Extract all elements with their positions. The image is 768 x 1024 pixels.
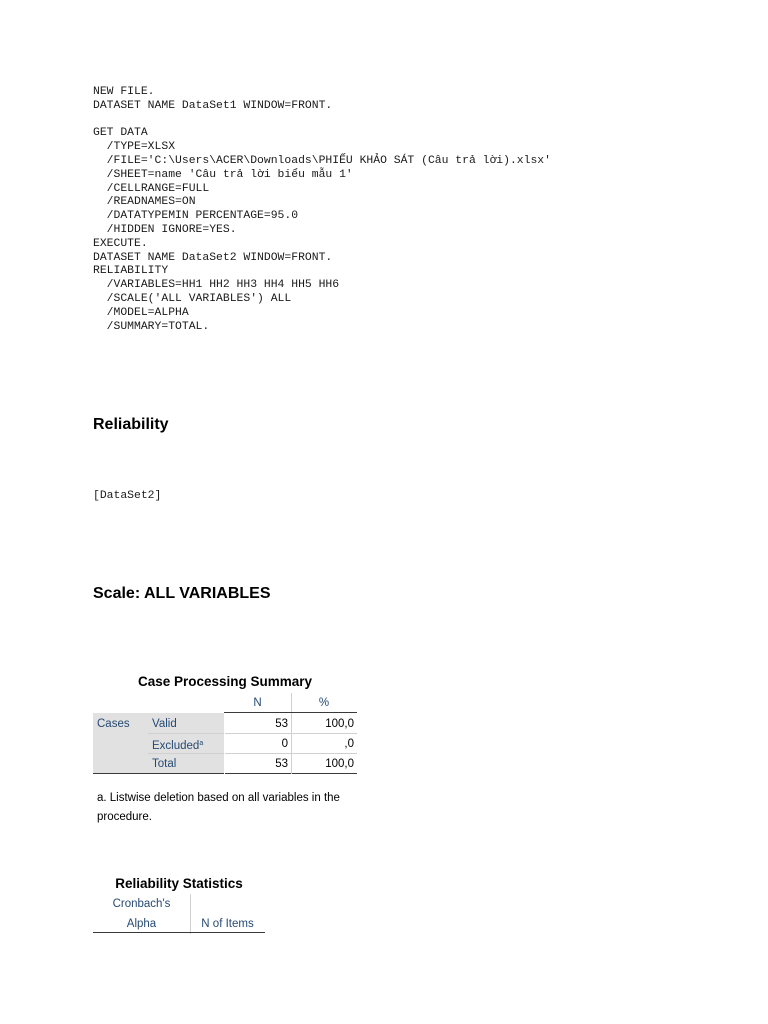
syntax-line: /CELLRANGE=FULL (93, 182, 210, 195)
syntax-line: DATASET NAME DataSet2 WINDOW=FRONT. (93, 251, 333, 264)
cell-excluded-n: 0 (281, 738, 288, 750)
column-header-n-of-items: N of Items (201, 918, 254, 930)
syntax-line: EXECUTE. (93, 237, 148, 250)
cell-total-percent: 100,0 (325, 758, 354, 770)
syntax-line: /READNAMES=ON (93, 196, 196, 209)
syntax-line: /SCALE('ALL VARIABLES') ALL (93, 292, 292, 305)
syntax-line: NEW FILE. (93, 86, 155, 98)
header-rule (93, 932, 265, 933)
grid-line (224, 713, 225, 774)
syntax-line: /VARIABLES=HH1 HH2 HH3 HH4 HH5 HH6 (93, 279, 340, 292)
row-label-valid: Valid (152, 718, 177, 730)
syntax-line: /DATATYPEMIN PERCENTAGE=95.0 (93, 210, 299, 223)
syntax-log (93, 86, 551, 334)
cell-excluded-percent: ,0 (344, 738, 354, 750)
table-footnote: a. Listwise deletion based on all variables in the procedure. (97, 792, 340, 823)
grid-line (291, 693, 292, 713)
column-header-percent: % (318, 697, 330, 709)
case-processing-summary-title: Case Processing Summary (137, 674, 313, 689)
row-label-excluded (148, 734, 224, 754)
syntax-line: /FILE='C:\Users\ACER\Downloads\PHIẾU KHẢO SÁT (Câu trả lời).xlsx' (93, 154, 551, 167)
row-label-total: Total (152, 758, 177, 770)
row-label-excluded-text: Excluded (152, 740, 200, 752)
column-header-n: N (253, 697, 262, 709)
syntax-line: /SUMMARY=TOTAL. (93, 320, 210, 333)
cell-valid-percent: 100,0 (325, 718, 354, 730)
syntax-line: DATASET NAME DataSet1 WINDOW=FRONT. (93, 99, 333, 112)
grid-line (291, 713, 292, 774)
cell-valid-n: 53 (275, 718, 288, 730)
case-processing-summary-table (93, 693, 357, 774)
syntax-line (93, 114, 551, 128)
grid-line (190, 894, 191, 934)
footnote-marker: a (199, 740, 204, 747)
column-header-cronbach: Cronbach's (112, 898, 171, 910)
grid-line (148, 753, 357, 754)
cell-total-n: 53 (275, 758, 288, 770)
reliability-statistics-title: Reliability Statistics (115, 876, 243, 891)
bottom-rule (93, 773, 357, 774)
syntax-line: /SHEET=name 'Câu trả lời biểu mẫu 1' (93, 168, 353, 181)
column-header-alpha: Alpha (126, 918, 157, 930)
reliability-statistics-table (93, 894, 265, 934)
dataset-label: [DataSet2] (93, 490, 162, 502)
syntax-line: /MODEL=ALPHA (93, 306, 189, 319)
syntax-line: /HIDDEN IGNORE=YES. (93, 223, 237, 236)
syntax-line: RELIABILITY (93, 265, 169, 278)
syntax-line: /TYPE=XLSX (93, 141, 176, 154)
row-group-cases: Cases (97, 718, 130, 730)
syntax-line: GET DATA (93, 127, 148, 140)
section-title-scale: Scale: ALL VARIABLES (93, 585, 271, 602)
section-title-reliability: Reliability (93, 416, 169, 433)
grid-line (148, 733, 357, 734)
